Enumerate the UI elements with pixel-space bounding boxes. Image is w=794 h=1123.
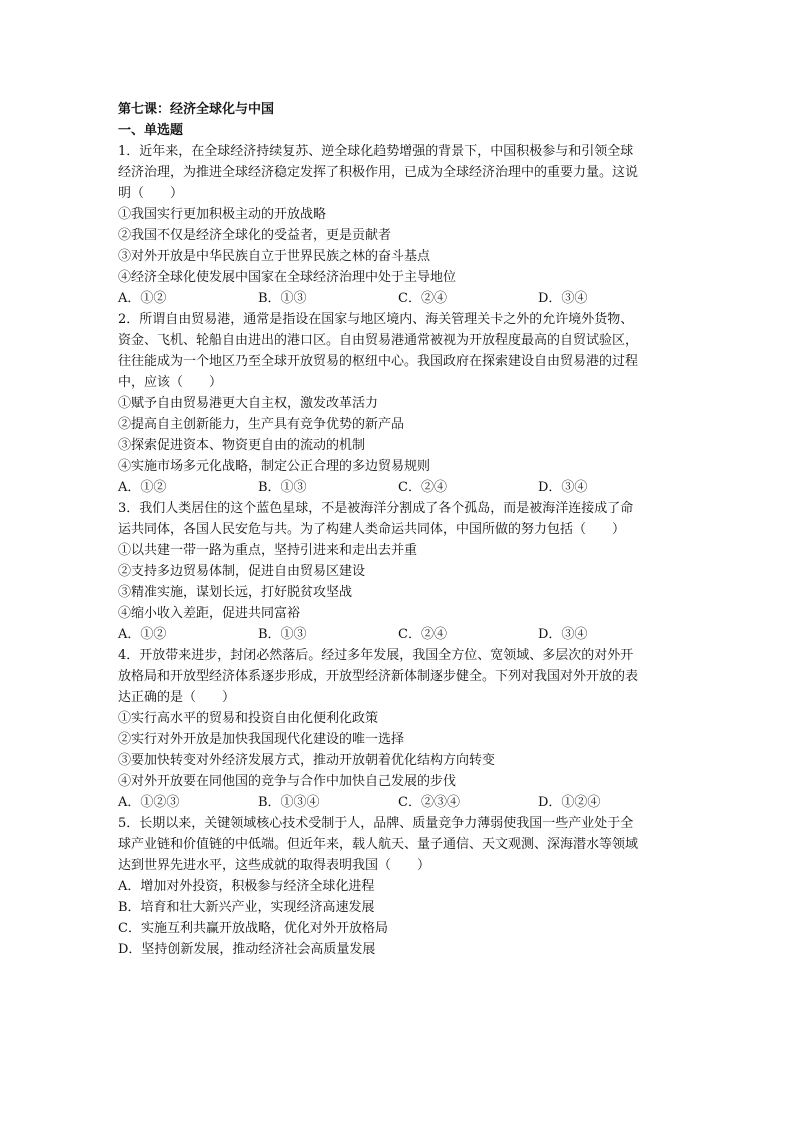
section-heading: 一、单选题 xyxy=(118,123,184,138)
question-stem-line: 达正确的是（ ） xyxy=(118,690,236,705)
question-1 xyxy=(118,141,678,309)
answer-choice[interactable]: D．③④ xyxy=(538,291,588,306)
question-4 xyxy=(118,645,678,813)
question-stem-line: 运共同体，各国人民安危与共。为了构建人类命运共同体，中国所做的努力包括（ ） xyxy=(118,522,626,537)
question-stem-line: 经济治理，为推进全球经济稳定发挥了积极作用，已成为全球经济治理中的重要力量。这说 xyxy=(118,165,639,180)
answer-choice[interactable]: B．①③ xyxy=(258,291,307,306)
question-stem-line: 放格局和开放型经济体系逐步形成，开放型经济新体制逐步健全。下列对我国对外开放的表 xyxy=(118,669,639,684)
answer-choice[interactable]: C．②④ xyxy=(398,291,447,306)
question-stem-line: 明（ ） xyxy=(118,186,184,201)
statement-option: ④缩小收入差距，促进共同富裕 xyxy=(118,606,301,621)
statement-option: ①实行高水平的贸易和投资自由化便利化政策 xyxy=(118,711,379,726)
statement-option: ①我国实行更加积极主动的开放战略 xyxy=(118,207,327,222)
statement-option: ④经济全球化使发展中国家在全球经济治理中处于主导地位 xyxy=(118,270,457,285)
question-stem-line: 球产业链和价值链的中低端。但近年来，载人航天、量子通信、天文观测、深海潜水等领域 xyxy=(118,837,639,852)
answer-choice[interactable]: A．①② xyxy=(118,291,167,306)
lesson-title: 第七课：经济全球化与中国 xyxy=(118,102,275,117)
question-stem-line: 中，应该（ ） xyxy=(118,375,223,390)
question-stem-line: 往往能成为一个地区乃至全球开放贸易的枢纽中心。我国政府在探索建设自由贸易港的过程 xyxy=(118,354,639,369)
statement-option: ④对外开放要在同他国的竞争与合作中加快自己发展的步伐 xyxy=(118,774,457,789)
answer-choices xyxy=(118,288,678,309)
answer-choice[interactable]: D．③④ xyxy=(538,627,588,642)
statement-option: ①以共建一带一路为重点，坚持引进来和走出去并重 xyxy=(118,543,418,558)
statement-option: ③要加快转变对外经济发展方式，推动开放朝着优化结构方向转变 xyxy=(118,753,496,768)
question-stem-line: 3．我们人类居住的这个蓝色星球，不是被海洋分割成了各个孤岛，而是被海洋连接成了命 xyxy=(118,501,634,516)
statement-option: C．实施互利共赢开放战略，优化对外开放格局 xyxy=(118,921,388,936)
exam-page xyxy=(118,99,678,960)
question-stem-line: 达到世界先进水平，这些成就的取得表明我国（ ） xyxy=(118,858,431,873)
statement-option: ③精准实施，谋划长远，打好脱贫攻坚战 xyxy=(118,585,353,600)
answer-choices xyxy=(118,477,678,498)
answer-choice[interactable]: D．③④ xyxy=(538,480,588,495)
question-stem-line: 资金、飞机、轮船自由进出的港口区。自由贸易港通常被视为开放程度最高的自贸试验区， xyxy=(118,333,639,348)
question-stem-line: 5．长期以来，关键领域核心技术受制于人，品牌、质量竞争力薄弱使我国一些产业处于全 xyxy=(118,816,634,831)
statement-option: ③对外开放是中华民族自立于世界民族之林的奋斗基点 xyxy=(118,249,431,264)
question-3 xyxy=(118,498,678,645)
answer-choices xyxy=(118,792,678,813)
question-2 xyxy=(118,309,678,498)
statement-option: B．培育和壮大新兴产业，实现经济高速发展 xyxy=(118,900,375,915)
answer-choice[interactable]: C．②④ xyxy=(398,480,447,495)
question-5 xyxy=(118,813,678,960)
question-stem-line: 1．近年来，在全球经济持续复苏、逆全球化趋势增强的背景下，中国积极参与和引领全球 xyxy=(118,144,634,159)
statement-option: ④实施市场多元化战略，制定公正合理的多边贸易规则 xyxy=(118,459,431,474)
answer-choice[interactable]: C．②④ xyxy=(398,627,447,642)
answer-choice[interactable]: A．①② xyxy=(118,627,167,642)
question-list xyxy=(118,141,678,960)
answer-choice[interactable]: A．①② xyxy=(118,480,167,495)
answer-choice[interactable]: B．①③④ xyxy=(258,795,320,810)
statement-option: ③探索促进资本、物资更自由的流动的机制 xyxy=(118,438,366,453)
statement-option: ②实行对外开放是加快我国现代化建设的唯一选择 xyxy=(118,732,405,747)
statement-option: ②提高自主创新能力，生产具有竞争优势的新产品 xyxy=(118,417,405,432)
answer-choice[interactable]: A．①②③ xyxy=(118,795,180,810)
answer-choice[interactable]: B．①③ xyxy=(258,480,307,495)
answer-choice[interactable]: D．①②④ xyxy=(538,795,601,810)
statement-option: ①赋予自由贸易港更大自主权，激发改革活力 xyxy=(118,396,379,411)
statement-option: D．坚持创新发展，推动经济社会高质量发展 xyxy=(118,942,376,957)
answer-choice[interactable]: B．①③ xyxy=(258,627,307,642)
question-stem-line: 4．开放带来进步，封闭必然落后。经过多年发展，我国全方位、宽领域、多层次的对外开 xyxy=(118,648,634,663)
question-stem-line: 2．所谓自由贸易港，通常是指设在国家与地区境内、海关管理关卡之外的允许境外货物、 xyxy=(118,312,634,327)
statement-option: ②支持多边贸易体制，促进自由贸易区建设 xyxy=(118,564,366,579)
answer-choices xyxy=(118,624,678,645)
statement-option: ②我国不仅是经济全球化的受益者，更是贡献者 xyxy=(118,228,392,243)
statement-option: A．增加对外投资，积极参与经济全球化进程 xyxy=(118,879,375,894)
answer-choice[interactable]: C．②③④ xyxy=(398,795,460,810)
